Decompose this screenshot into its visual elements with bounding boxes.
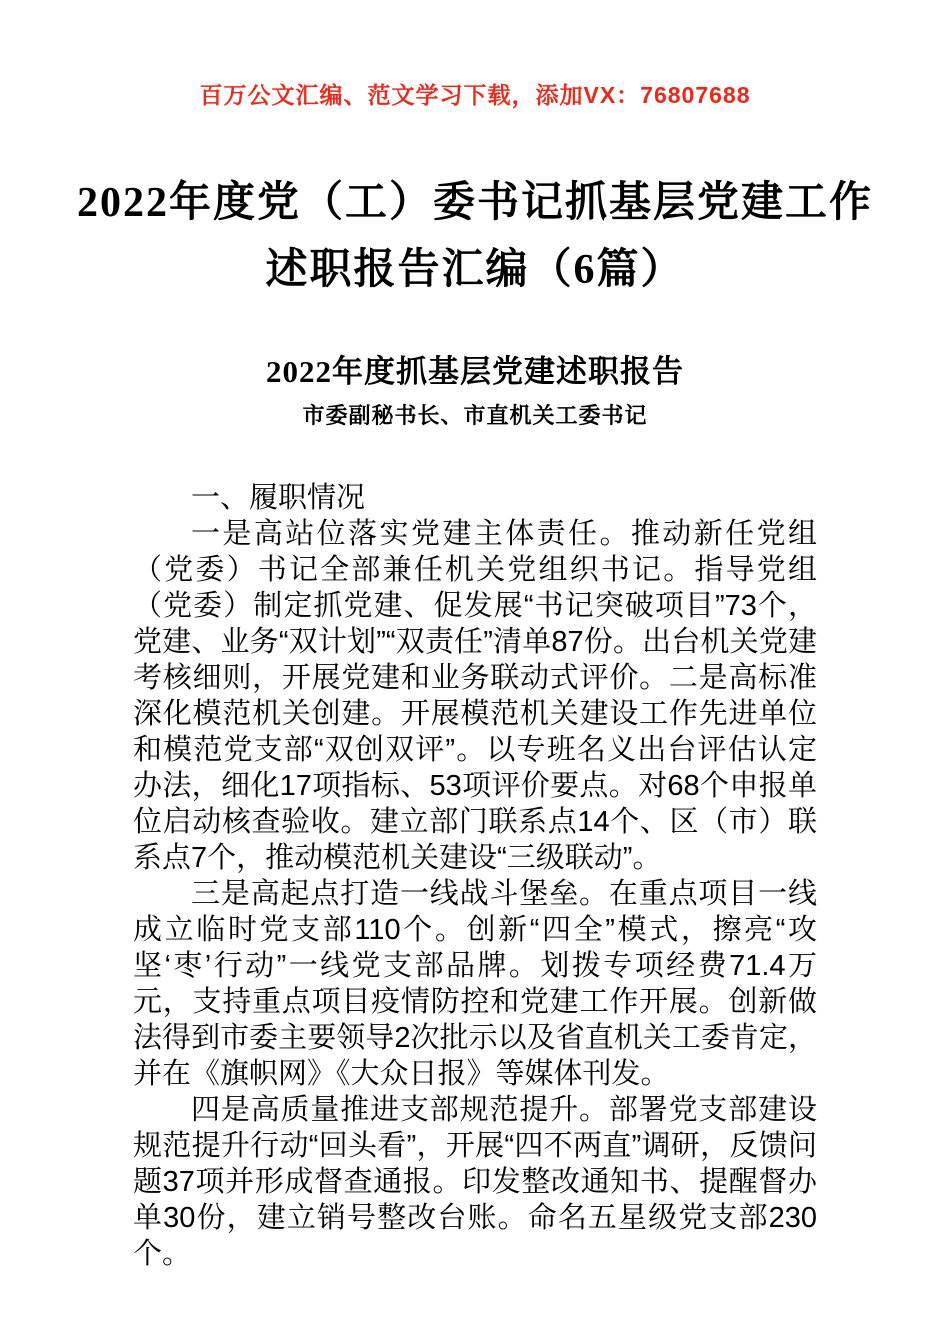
document-title-line2: 述职报告汇编（6篇）: [265, 247, 685, 293]
report-body: [133, 480, 817, 1272]
report-title: 2022年度抓基层党建述职报告: [266, 354, 684, 389]
document-title-line1: 2022年度党（工）委书记抓基层党建工作: [76, 180, 873, 226]
report-paragraph-1: 一是高站位落实党建主体责任。推动新任党组（党委）书记全部兼任机关党组织书记。指导党组（党委）制定抓党建、促发展“书记突破项目”73个，党建、业务“双计划”“双责任”清单87份。出台机关党建考核细则，开展党建和业务联动式评价。二是高标准深化模范机关创建。开展模范机关建设工作先进单位和模范党支部“双创双评”。以专班名义出台评估认定办法，细化17项指标、53项评价要点。对68个申报单位启动核查验收。建立部门联系点14个、区（市）联系点7个，推动模范机关建设“三级联动”。: [133, 518, 817, 874]
report-paragraph-3: 四是高质量推进支部规范提升。部署党支部建设规范提升行动“回头看”，开展“四不两直”调研，反馈问题37项并形成督查通报。印发整改通知书、提醒督办单30份，建立销号整改台账。命名五星级党支部230个。: [133, 1094, 817, 1270]
promo-banner-text: 百万公文汇编、范文学习下载，添加VX：76807688: [199, 82, 751, 108]
document-title: [0, 170, 950, 304]
section-heading: 一、履职情况: [191, 482, 366, 514]
report-paragraph-2: 三是高起点打造一线战斗堡垒。在重点项目一线成立临时党支部110个。创新“四全”模式，擦亮“攻坚‘枣’行动”一线党支部品牌。划拨专项经费71.4万元，支持重点项目疫情防控和党建工作开展。创新做法得到市委主要领导2次批示以及省直机关工委肯定，并在《旗帜网》《大众日报》等媒体刊发。: [133, 878, 817, 1090]
report-author-title: 市委副秘书长、市直机关工委书记: [302, 403, 648, 428]
